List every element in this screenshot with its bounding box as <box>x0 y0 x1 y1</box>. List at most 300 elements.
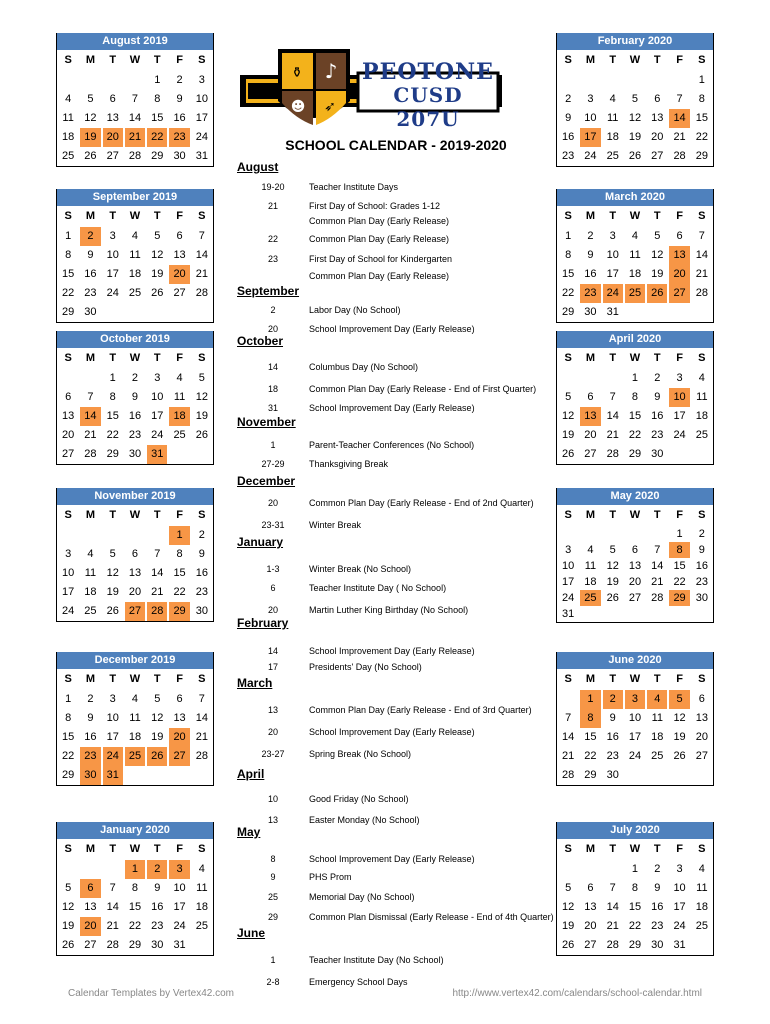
week-row <box>57 879 213 898</box>
day-cell: 31 <box>195 150 208 162</box>
day-cell: 31 <box>103 766 123 785</box>
week-row <box>57 860 213 879</box>
day-cell <box>647 766 667 785</box>
day-cell <box>692 936 712 955</box>
event-description: Winter Break (No School) <box>309 564 412 574</box>
week-row <box>557 426 713 445</box>
weekday-label: M <box>85 352 95 364</box>
week-row <box>557 147 713 166</box>
day-cell: 9 <box>176 93 183 105</box>
day-cell: 2 <box>565 93 572 105</box>
day-cell: 17 <box>562 576 575 588</box>
weekday-label: M <box>585 673 595 685</box>
event-item <box>237 977 557 987</box>
day-cell: 10 <box>195 93 208 105</box>
day-cell: 30 <box>173 150 186 162</box>
day-cell: 16 <box>651 410 664 422</box>
day-cell: 29 <box>562 306 575 318</box>
day-cell: 29 <box>628 448 642 460</box>
day-cell: 11 <box>696 882 708 894</box>
day-cell: 19 <box>562 920 575 932</box>
week-row <box>57 147 213 166</box>
event-description: Columbus Day (No School) <box>309 362 419 372</box>
day-cell: 20 <box>584 429 597 441</box>
event-item <box>237 362 557 372</box>
event-month-heading: September <box>237 284 300 298</box>
weekday-label: S <box>698 210 706 222</box>
weekday-label: M <box>585 210 595 222</box>
day-cell <box>625 71 645 90</box>
day-cell: 12 <box>106 567 119 579</box>
day-cell: 14 <box>106 901 119 913</box>
day-cell: 6 <box>587 391 594 403</box>
day-cell <box>125 766 145 785</box>
day-cell <box>647 606 667 622</box>
day-cell <box>147 303 167 322</box>
event-description: School Improvement Day (Early Release) <box>309 854 475 864</box>
day-cell: 6 <box>109 93 116 105</box>
day-cell: 22 <box>695 131 708 143</box>
week-row <box>57 246 213 265</box>
month-header: September 2019 <box>57 189 213 206</box>
day-cell: 7 <box>198 693 205 705</box>
event-item <box>237 440 557 450</box>
day-cell: 13 <box>173 249 186 261</box>
day-cell: 29 <box>169 602 189 621</box>
event-item <box>237 646 557 656</box>
day-cell <box>625 526 645 542</box>
event-description: Good Friday (No School) <box>309 794 409 804</box>
day-cell: 25 <box>195 920 208 932</box>
event-description: Common Plan Dismissal (Early Release - End of 4th Quarter) <box>309 912 554 922</box>
weekday-label: F <box>176 54 183 66</box>
weekday-label: M <box>585 843 595 855</box>
day-cell: 3 <box>676 863 683 875</box>
weekday-label: S <box>64 843 72 855</box>
week-row <box>557 542 713 558</box>
weekday-label: S <box>198 843 206 855</box>
day-cell: 9 <box>587 249 594 261</box>
day-cell: 12 <box>151 712 164 724</box>
event-description: Emergency School Days <box>309 977 408 987</box>
day-cell: 26 <box>606 592 619 604</box>
day-cell: 30 <box>84 306 97 318</box>
weekday-row <box>557 206 713 227</box>
week-row <box>557 690 713 709</box>
week-row <box>557 766 713 785</box>
week-row <box>57 583 213 602</box>
day-cell: 4 <box>131 693 139 705</box>
event-date: 29 <box>267 912 278 922</box>
day-cell: 23 <box>80 747 100 766</box>
day-cell <box>647 71 667 90</box>
calendar-title: SCHOOL CALENDAR - 2019-2020 <box>285 137 507 153</box>
day-cell: 23 <box>562 150 575 162</box>
weekday-label: T <box>109 352 117 364</box>
day-cell: 28 <box>84 448 97 460</box>
event-item <box>237 892 557 902</box>
day-cell: 5 <box>65 882 72 894</box>
event-description: Common Plan Day (Early Release) <box>309 234 450 244</box>
weekday-label: T <box>609 509 617 521</box>
day-cell: 13 <box>62 410 75 422</box>
day-cell: 14 <box>195 249 208 261</box>
weekday-label: F <box>176 509 183 521</box>
day-cell: 21 <box>195 731 208 743</box>
day-cell: 26 <box>195 429 208 441</box>
weekday-label: T <box>153 843 161 855</box>
event-date: 22 <box>267 234 278 244</box>
day-cell: 19 <box>106 586 119 598</box>
weekday-label: S <box>564 352 572 364</box>
day-cell <box>125 71 145 90</box>
day-cell <box>80 860 100 879</box>
weekday-label: M <box>85 210 95 222</box>
day-cell: 12 <box>628 112 642 124</box>
day-cell <box>580 369 600 388</box>
weekday-label: M <box>585 509 595 521</box>
weekday-row <box>557 348 713 369</box>
day-cell: 16 <box>195 567 208 579</box>
day-cell <box>669 766 689 785</box>
day-cell: 2 <box>587 230 594 242</box>
weekday-label: W <box>629 210 641 222</box>
day-cell: 17 <box>173 901 186 913</box>
day-cell: 7 <box>87 391 94 403</box>
day-cell: 18 <box>695 901 708 913</box>
day-cell <box>692 303 712 322</box>
day-cell: 4 <box>198 863 205 875</box>
weekday-label: W <box>129 54 141 66</box>
day-cell: 3 <box>587 93 594 105</box>
day-cell: 11 <box>606 112 619 124</box>
day-cell: 10 <box>562 560 575 572</box>
day-cell <box>80 71 100 90</box>
week-row <box>557 574 713 590</box>
week-row <box>57 227 213 246</box>
day-cell: 5 <box>565 391 572 403</box>
day-cell: 29 <box>695 150 708 162</box>
day-cell: 17 <box>62 586 75 598</box>
day-cell: 16 <box>695 560 708 572</box>
day-cell: 30 <box>151 939 164 951</box>
day-cell <box>669 303 689 322</box>
event-date: 9 <box>270 872 276 882</box>
day-cell: 17 <box>580 128 600 147</box>
event-date: 23-31 <box>261 520 285 530</box>
day-cell: 24 <box>173 920 186 932</box>
week-row <box>557 898 713 917</box>
week-row <box>57 407 213 426</box>
day-cell: 19 <box>562 429 575 441</box>
day-cell: 11 <box>129 249 141 261</box>
day-cell: 24 <box>673 920 686 932</box>
event-month-heading: October <box>237 334 284 348</box>
event-month-heading: April <box>237 767 265 781</box>
event-description: Spring Break (No School) <box>309 749 412 759</box>
weekday-label: W <box>629 843 641 855</box>
day-cell: 26 <box>673 750 686 762</box>
event-date: 23 <box>267 254 278 264</box>
week-row <box>557 936 713 955</box>
weekday-label: T <box>653 673 661 685</box>
week-row <box>557 558 713 574</box>
day-cell: 9 <box>198 548 205 560</box>
weekday-label: S <box>698 509 706 521</box>
day-cell: 25 <box>651 750 664 762</box>
event-item <box>237 182 557 192</box>
week-row <box>557 369 713 388</box>
day-cell: 23 <box>651 429 664 441</box>
day-cell: 11 <box>584 560 597 572</box>
day-cell: 4 <box>176 372 183 384</box>
week-row <box>57 728 213 747</box>
day-cell: 25 <box>62 150 75 162</box>
weekday-label: F <box>676 843 683 855</box>
event-description: Common Plan Day (Early Release - End of 2nd Quarter) <box>309 498 534 508</box>
day-cell: 16 <box>128 410 142 422</box>
day-cell: 18 <box>651 731 664 743</box>
week-row <box>57 545 213 564</box>
day-cell: 13 <box>669 246 689 265</box>
day-cell: 28 <box>562 769 575 781</box>
day-cell: 19 <box>62 920 75 932</box>
day-cell: 11 <box>696 391 708 403</box>
day-cell <box>58 369 78 388</box>
event-description: School Improvement Day (Early Release) <box>309 646 475 656</box>
day-cell: 11 <box>196 882 208 894</box>
month-header: May 2020 <box>557 488 713 505</box>
day-cell: 12 <box>673 712 686 724</box>
weekday-label: T <box>609 843 617 855</box>
day-cell: 7 <box>654 544 661 556</box>
day-cell: 30 <box>80 766 100 785</box>
weekday-label: F <box>176 843 183 855</box>
day-cell: 11 <box>651 712 663 724</box>
event-item <box>237 520 557 530</box>
day-cell <box>125 303 145 322</box>
event-item <box>237 912 557 922</box>
week-row <box>57 709 213 728</box>
day-cell: 21 <box>125 128 145 147</box>
day-cell: 20 <box>628 576 642 588</box>
event-item <box>237 583 557 593</box>
day-cell: 10 <box>669 388 689 407</box>
day-cell: 30 <box>651 448 664 460</box>
day-cell: 27 <box>125 602 145 621</box>
event-item <box>237 234 557 244</box>
event-date: 13 <box>267 815 278 825</box>
day-cell: 6 <box>587 882 594 894</box>
day-cell <box>558 860 578 879</box>
weekday-label: S <box>698 352 706 364</box>
day-cell <box>669 71 689 90</box>
day-cell: 28 <box>673 150 686 162</box>
weekday-row <box>557 505 713 526</box>
day-cell: 1 <box>169 526 189 545</box>
day-cell: 3 <box>609 230 616 242</box>
day-cell: 2 <box>176 74 183 86</box>
day-cell: 8 <box>154 93 161 105</box>
day-cell: 10 <box>584 112 597 124</box>
event-date: 23-27 <box>261 749 285 759</box>
day-cell: 2 <box>80 227 100 246</box>
day-cell: 19 <box>628 131 642 143</box>
event-date: 31 <box>267 403 278 413</box>
day-cell: 6 <box>65 391 72 403</box>
weekday-label: T <box>109 509 117 521</box>
day-cell: 6 <box>176 230 183 242</box>
day-cell <box>580 606 600 622</box>
day-cell: 13 <box>84 901 97 913</box>
day-cell: 25 <box>625 284 645 303</box>
day-cell: 4 <box>647 690 667 709</box>
week-row <box>57 766 213 785</box>
week-row <box>557 445 713 464</box>
day-cell: 19 <box>80 128 100 147</box>
day-cell: 6 <box>131 548 139 560</box>
day-cell <box>692 766 712 785</box>
week-row <box>57 936 213 955</box>
day-cell: 17 <box>151 410 164 422</box>
event-item <box>237 498 557 508</box>
event-month-heading: March <box>237 676 273 690</box>
weekday-label: S <box>198 54 206 66</box>
weekday-label: T <box>153 54 161 66</box>
day-cell <box>692 445 712 464</box>
day-cell <box>625 766 645 785</box>
week-row <box>57 284 213 303</box>
event-item <box>237 872 557 882</box>
day-cell: 24 <box>151 429 164 441</box>
day-cell: 28 <box>606 448 619 460</box>
weekday-label: T <box>653 54 661 66</box>
week-row <box>57 388 213 407</box>
day-cell: 29 <box>628 939 642 951</box>
day-cell <box>580 860 600 879</box>
day-cell: 27 <box>84 939 97 951</box>
weekday-label: T <box>609 210 617 222</box>
day-cell: 7 <box>198 230 205 242</box>
day-cell: 15 <box>584 731 597 743</box>
day-cell: 3 <box>169 860 189 879</box>
day-cell: 7 <box>154 548 161 560</box>
day-cell <box>558 71 578 90</box>
week-row <box>557 747 713 766</box>
week-row <box>57 71 213 90</box>
footer-left: Calendar Templates by Vertex42.com <box>68 988 235 999</box>
day-cell: 22 <box>562 287 575 299</box>
day-cell: 11 <box>129 712 141 724</box>
day-cell: 26 <box>106 605 119 617</box>
day-cell: 22 <box>128 920 142 932</box>
day-cell: 19 <box>195 410 208 422</box>
day-cell: 7 <box>609 882 616 894</box>
weekday-row <box>557 50 713 71</box>
event-item <box>237 705 557 715</box>
svg-text:➶: ➶ <box>324 99 336 115</box>
weekday-label: S <box>564 843 572 855</box>
day-cell: 16 <box>84 731 97 743</box>
weekday-label: F <box>176 673 183 685</box>
day-cell: 12 <box>195 391 208 403</box>
day-cell: 21 <box>606 429 619 441</box>
day-cell: 25 <box>580 590 600 606</box>
day-cell: 2 <box>147 860 167 879</box>
day-cell: 19 <box>151 268 164 280</box>
month-january-2020 <box>56 822 214 956</box>
event-description: First Day of School: Grades 1-12 <box>309 201 441 211</box>
month-october-2019 <box>56 331 214 465</box>
day-cell <box>647 303 667 322</box>
event-date: 20 <box>267 498 278 508</box>
weekday-label: T <box>609 352 617 364</box>
week-row <box>557 303 713 322</box>
day-cell: 29 <box>669 590 689 606</box>
day-cell: 18 <box>128 731 142 743</box>
weekday-label: S <box>64 509 72 521</box>
day-cell: 18 <box>628 268 642 280</box>
event-description: Teacher Institute Day (No School) <box>309 955 444 965</box>
day-cell <box>580 71 600 90</box>
day-cell: 7 <box>131 93 139 105</box>
day-cell: 3 <box>198 74 205 86</box>
week-row <box>57 690 213 709</box>
day-cell: 5 <box>154 693 161 705</box>
day-cell: 16 <box>606 731 619 743</box>
week-row <box>57 369 213 388</box>
month-december-2019 <box>56 652 214 786</box>
day-cell: 17 <box>606 268 619 280</box>
weekday-label: T <box>153 210 161 222</box>
day-cell: 14 <box>606 901 619 913</box>
day-cell: 15 <box>62 268 75 280</box>
day-cell: 21 <box>195 268 208 280</box>
day-cell: 18 <box>84 586 97 598</box>
school-logo <box>240 45 502 137</box>
weekday-label: T <box>609 54 617 66</box>
weekday-label: S <box>564 54 572 66</box>
weekday-row <box>57 669 213 690</box>
day-cell <box>103 526 123 545</box>
event-date: 21 <box>267 201 278 211</box>
day-cell: 7 <box>609 391 616 403</box>
day-cell: 25 <box>84 605 97 617</box>
day-cell: 10 <box>628 712 642 724</box>
day-cell: 23 <box>151 920 164 932</box>
day-cell: 13 <box>106 112 119 124</box>
weekday-label: S <box>198 352 206 364</box>
weekday-label: W <box>129 673 141 685</box>
weekday-label: T <box>109 843 117 855</box>
day-cell: 13 <box>128 567 142 579</box>
week-row <box>557 71 713 90</box>
day-cell: 27 <box>106 150 119 162</box>
event-item <box>237 854 557 864</box>
day-cell <box>58 71 78 90</box>
day-cell <box>558 526 578 542</box>
event-item <box>237 955 557 965</box>
day-cell: 15 <box>628 410 642 422</box>
day-cell: 4 <box>698 863 705 875</box>
day-cell: 15 <box>173 567 186 579</box>
day-cell: 27 <box>695 750 708 762</box>
day-cell: 27 <box>169 747 189 766</box>
day-cell: 15 <box>62 731 75 743</box>
weekday-label: T <box>653 843 661 855</box>
day-cell: 30 <box>195 605 208 617</box>
day-cell: 31 <box>673 939 686 951</box>
